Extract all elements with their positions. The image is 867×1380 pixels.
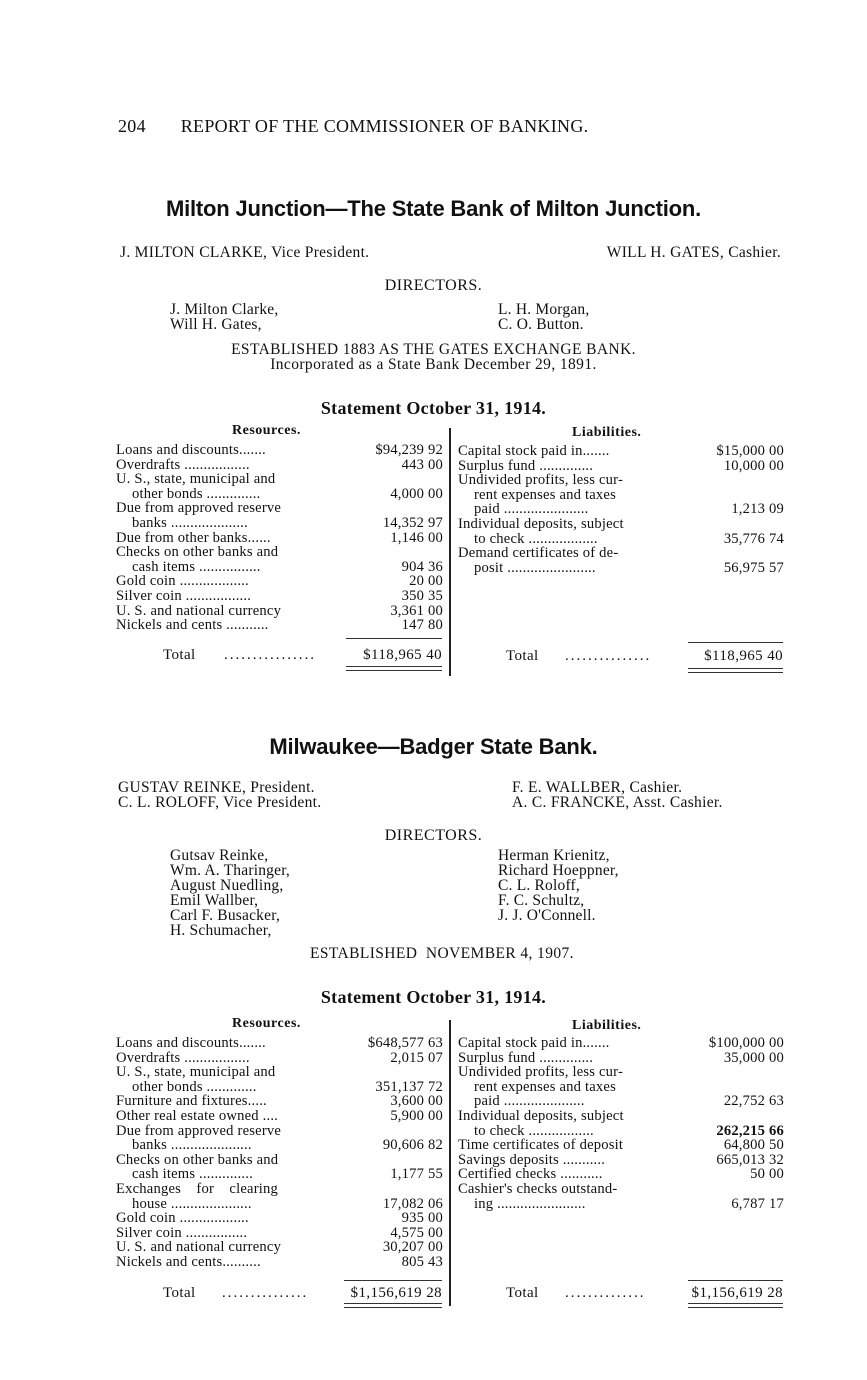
ledger-amount: 350 35 <box>401 587 443 604</box>
officer-right: WILL H. GATES, Cashier. <box>606 244 781 261</box>
officers-left <box>118 780 321 810</box>
ledger-label: Silver coin ................ <box>116 1224 248 1241</box>
page-header <box>118 116 588 137</box>
page-number: 204 <box>118 116 146 136</box>
ledger-row <box>458 1197 784 1212</box>
ledger-row <box>458 546 784 561</box>
director-name: J. Milton Clarke, <box>170 301 279 318</box>
ledger-row <box>116 1080 443 1095</box>
ledger-row <box>458 1153 784 1168</box>
liabilities-heading: Liabilities. <box>572 1018 642 1033</box>
ledger-amount: 50 00 <box>750 1166 784 1183</box>
ledger-amount: 904 36 <box>401 558 443 575</box>
directors-right <box>498 848 619 923</box>
double-rule <box>346 666 442 667</box>
double-rule <box>688 668 783 669</box>
ledger-row <box>116 589 443 604</box>
ledger-amount: $94,239 92 <box>375 442 443 458</box>
ledger-row <box>116 545 443 560</box>
ledger-amount: 443 00 <box>401 456 443 473</box>
ledger-label: Nickels and cents ........... <box>116 617 269 634</box>
directors-heading: DIRECTORS. <box>384 827 483 844</box>
ledger-row <box>458 1094 784 1109</box>
ledger-label: Surplus fund .............. <box>458 1049 594 1066</box>
ledger-row <box>116 1211 443 1226</box>
resources-heading: Resources. <box>232 1016 301 1031</box>
ledger-label: Other real estate owned .... <box>116 1107 279 1124</box>
liabilities-heading: Liabilities. <box>572 425 642 440</box>
ledger-amount: 3,600 00 <box>390 1093 443 1110</box>
ledger-amount: 147 80 <box>401 617 443 634</box>
ledger-amount: 64,800 50 <box>723 1137 784 1154</box>
total-label: Total <box>506 1285 539 1301</box>
ledger-amount: 90,606 82 <box>382 1137 443 1154</box>
total-liabilities: $118,965 40 <box>704 648 783 664</box>
ledger-row <box>116 1197 443 1212</box>
officer-left: J. MILTON CLARKE, Vice President. <box>120 244 370 261</box>
ledger-row <box>458 444 784 459</box>
ledger-row <box>458 1138 784 1153</box>
director-name: H. Schumacher, <box>170 922 272 939</box>
ledger-label: Nickels and cents.......... <box>116 1253 261 1270</box>
ledger-amount: 4,000 00 <box>390 485 443 502</box>
ledger-label: other bonds .............. <box>132 485 261 502</box>
ledger-amount: 935 00 <box>401 1210 443 1227</box>
ledger-label: Gold coin .................. <box>116 573 249 590</box>
ledger-row <box>116 1167 443 1182</box>
ledger-label: Individual deposits, subject <box>458 515 624 532</box>
ledger-amount: 4,575 00 <box>390 1224 443 1241</box>
ledger-amount: 17,082 06 <box>382 1195 443 1212</box>
report-title: REPORT OF THE COMMISSIONER OF BANKING. <box>180 116 589 136</box>
ledger-row <box>116 1094 443 1109</box>
ledger-amount: 1,146 00 <box>390 529 443 546</box>
total-leader: .............. <box>565 1285 646 1301</box>
total-label: Total <box>163 647 196 663</box>
ledger-row <box>116 1109 443 1124</box>
ledger-row <box>116 487 443 502</box>
total-label: Total <box>506 648 539 664</box>
director-name: August Nuedling, <box>170 877 284 894</box>
resources-heading: Resources. <box>232 423 301 438</box>
directors-heading: DIRECTORS. <box>384 277 483 294</box>
total-rule <box>344 1280 442 1281</box>
bank-title: Milwaukee—Badger State Bank. <box>269 734 598 759</box>
double-rule <box>344 1307 442 1308</box>
ledger-label: Overdrafts ................. <box>116 1049 250 1066</box>
ledger-row <box>458 459 784 474</box>
ledger-label: Capital stock paid in....... <box>458 443 610 459</box>
ledger-amount: 262,215 66 <box>716 1122 784 1139</box>
director-name: C. L. Roloff, <box>498 877 580 894</box>
ledger-row <box>458 1080 784 1095</box>
director-name: C. O. Button. <box>498 316 584 333</box>
ledger-label: house ..................... <box>132 1195 252 1212</box>
ledger-label: Exchanges for clearing <box>116 1180 279 1197</box>
ledger-label: Certified checks ........... <box>458 1166 603 1183</box>
resources-list <box>116 1036 443 1270</box>
liabilities-list <box>458 1036 784 1211</box>
ledger-label: Checks on other banks and <box>116 1151 279 1168</box>
ledger-label: paid ...................... <box>474 501 589 518</box>
ledger-amount: 30,207 00 <box>382 1239 443 1256</box>
ledger-label: Due from other banks...... <box>116 529 271 546</box>
ledger-label: banks .................... <box>132 514 248 531</box>
ledger-label: U. S., state, municipal and <box>116 1064 276 1081</box>
ledger-label: Time certificates of deposit <box>458 1137 624 1154</box>
ledger-amount: 10,000 00 <box>723 457 784 474</box>
directors-left <box>170 302 278 332</box>
ledger-label: cash items .............. <box>132 1166 253 1183</box>
established-note <box>0 342 867 372</box>
total-rule <box>688 1280 783 1281</box>
ledger-row <box>116 516 443 531</box>
ledger-amount: 35,776 74 <box>723 530 784 547</box>
officer-line: F. E. WALLBER, Cashier. <box>512 779 683 796</box>
ledger-row <box>458 1109 784 1124</box>
total-leader: ............... <box>565 648 652 664</box>
director-name: Carl F. Busacker, <box>170 907 281 924</box>
column-divider <box>449 428 451 676</box>
double-rule <box>688 1303 783 1304</box>
ledger-label: Cashier's checks outstand- <box>458 1180 618 1197</box>
ledger-amount: $648,577 63 <box>367 1035 443 1051</box>
ledger-row <box>458 473 784 488</box>
directors-right <box>498 302 589 332</box>
ledger-row <box>458 1182 784 1197</box>
ledger-row <box>458 502 784 517</box>
ledger-row <box>116 560 443 575</box>
ledger-label: cash items ................ <box>132 558 261 575</box>
ledger-label: Due from approved reserve <box>116 500 282 517</box>
ledger-amount: 14,352 97 <box>382 514 443 531</box>
ledger-label: Undivided profits, less cur- <box>458 472 623 489</box>
statement-title: Statement October 31, 1914. <box>320 398 547 418</box>
total-resources: $118,965 40 <box>363 647 442 663</box>
ledger-amount: 1,213 09 <box>731 501 784 518</box>
ledger-row <box>116 604 443 619</box>
ledger-row <box>116 472 443 487</box>
ledger-row <box>116 1240 443 1255</box>
ledger-label: Gold coin .................. <box>116 1210 249 1227</box>
double-rule <box>688 672 783 673</box>
ledger-label: rent expenses and taxes <box>474 1078 616 1095</box>
ledger-amount: 351,137 72 <box>375 1078 443 1095</box>
ledger-row <box>116 501 443 516</box>
ledger-label: rent expenses and taxes <box>474 486 616 503</box>
ledger-row <box>458 517 784 532</box>
ledger-label: paid ..................... <box>474 1093 585 1110</box>
director-name: Gutsav Reinke, <box>170 847 269 864</box>
director-name: L. H. Morgan, <box>498 301 590 318</box>
resources-list <box>116 443 443 633</box>
double-rule <box>344 1303 442 1304</box>
ledger-row <box>458 488 784 503</box>
ledger-row <box>116 1153 443 1168</box>
ledger-row <box>116 531 443 546</box>
total-liabilities: $1,156,619 28 <box>691 1285 783 1301</box>
ledger-row <box>116 1255 443 1270</box>
ledger-amount: 1,177 55 <box>390 1166 443 1183</box>
director-name: Emil Wallber, <box>170 892 259 909</box>
ledger-amount: 22,752 63 <box>723 1093 784 1110</box>
ledger-label: to check ................. <box>474 1122 594 1139</box>
ledger-row <box>116 618 443 633</box>
officer-line: GUSTAV REINKE, President. <box>118 779 315 796</box>
ledger-label: Checks on other banks and <box>116 544 279 561</box>
ledger-label: banks ..................... <box>132 1137 252 1154</box>
column-divider <box>449 1020 451 1306</box>
total-leader: ............... <box>222 1285 309 1301</box>
ledger-row <box>116 574 443 589</box>
ledger-row <box>116 1124 443 1139</box>
liabilities-list <box>458 444 784 575</box>
ledger-amount: 2,015 07 <box>390 1049 443 1066</box>
ledger-label: Loans and discounts....... <box>116 1035 266 1051</box>
ledger-row <box>116 1051 443 1066</box>
ledger-label: Individual deposits, subject <box>458 1107 624 1124</box>
ledger-label: Savings deposits ........... <box>458 1151 606 1168</box>
ledger-row <box>458 1167 784 1182</box>
double-rule <box>688 1307 783 1308</box>
statement-title: Statement October 31, 1914. <box>320 987 547 1007</box>
ledger-label: Surplus fund .............. <box>458 457 594 474</box>
ledger-label: Demand certificates of de- <box>458 545 619 562</box>
ledger-amount: 3,361 00 <box>390 602 443 619</box>
ledger-amount: 56,975 57 <box>723 559 784 576</box>
ledger-amount: 6,787 17 <box>731 1195 784 1212</box>
officer-line: A. C. FRANCKE, Asst. Cashier. <box>512 794 723 811</box>
total-label: Total <box>163 1285 196 1301</box>
director-name: Will H. Gates, <box>170 316 262 333</box>
ledger-amount: 20 00 <box>409 573 443 590</box>
ledger-label: to check .................. <box>474 530 598 547</box>
director-name: Wm. A. Tharinger, <box>170 862 291 879</box>
ledger-label: ing ....................... <box>474 1195 586 1212</box>
double-rule <box>346 670 442 671</box>
ledger-row <box>116 1036 443 1051</box>
ledger-row <box>116 1138 443 1153</box>
total-rule <box>346 638 442 639</box>
ledger-label: Furniture and fixtures..... <box>116 1093 267 1110</box>
ledger-row <box>458 561 784 576</box>
ledger-label: other bonds ............. <box>132 1078 257 1095</box>
ledger-amount: 5,900 00 <box>390 1107 443 1124</box>
total-resources: $1,156,619 28 <box>350 1285 442 1301</box>
ledger-row <box>116 1065 443 1080</box>
ledger-label: Silver coin ................. <box>116 587 252 604</box>
ledger-amount: 665,013 32 <box>716 1151 784 1168</box>
ledger-row <box>116 458 443 473</box>
ledger-label: U. S. and national currency <box>116 1239 282 1256</box>
ledger-label: Capital stock paid in....... <box>458 1035 610 1051</box>
total-leader: ................ <box>224 647 316 663</box>
ledger-amount: 35,000 00 <box>723 1049 784 1066</box>
incorporated-line: Incorporated as a State Bank December 29, 1891. <box>270 356 597 373</box>
ledger-row <box>458 1065 784 1080</box>
ledger-label: Loans and discounts....... <box>116 442 266 458</box>
ledger-row <box>458 1124 784 1139</box>
ledger-row <box>116 1226 443 1241</box>
ledger-label: posit ....................... <box>474 559 596 576</box>
ledger-label: Due from approved reserve <box>116 1122 282 1139</box>
ledger-amount: $100,000 00 <box>708 1035 784 1051</box>
ledger-label: Overdrafts ................. <box>116 456 250 473</box>
established-line: ESTABLISHED 1883 AS THE GATES EXCHANGE BANK. <box>231 341 636 358</box>
director-name: J. J. O'Connell. <box>498 907 596 924</box>
directors-left <box>170 848 290 938</box>
director-name: Richard Hoeppner, <box>498 862 619 879</box>
established-line: ESTABLISHED NOVEMBER 4, 1907. <box>310 945 574 962</box>
ledger-label: U. S. and national currency <box>116 602 282 619</box>
ledger-row <box>458 1036 784 1051</box>
ledger-amount: 805 43 <box>401 1253 443 1270</box>
ledger-row <box>458 532 784 547</box>
officer-line: C. L. ROLOFF, Vice President. <box>118 794 322 811</box>
director-name: Herman Krienitz, <box>498 847 610 864</box>
ledger-row <box>458 1051 784 1066</box>
ledger-amount: $15,000 00 <box>716 443 784 459</box>
total-rule <box>688 642 783 643</box>
director-name: F. C. Schultz, <box>498 892 585 909</box>
ledger-row <box>116 1182 443 1197</box>
officers-right <box>512 780 723 810</box>
ledger-label: Undivided profits, less cur- <box>458 1064 623 1081</box>
ledger-row <box>116 443 443 458</box>
ledger-label: U. S., state, municipal and <box>116 471 276 488</box>
bank-title: Milton Junction—The State Bank of Milton Junction. <box>165 196 702 221</box>
